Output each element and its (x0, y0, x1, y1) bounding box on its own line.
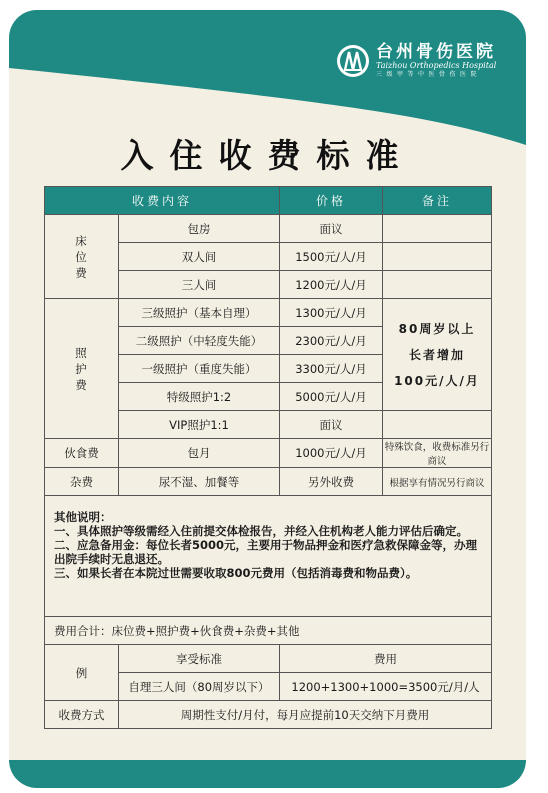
bed-item-2: 三人间 (119, 271, 280, 299)
example-standard: 自理三人间（80周岁以下） (119, 673, 280, 701)
footer-band (9, 760, 526, 788)
table-row (45, 439, 492, 468)
notes-line: 二、应急备用金：每位长者5000元，主要用于物品押金和医疗急救保障金等，办理出院手续时无息退还。 (54, 538, 478, 566)
food-price: 1000元/人/月 (280, 439, 383, 468)
payment-label: 收费方式 (45, 701, 119, 729)
table-row (45, 299, 492, 327)
page-title: 入住收费标准 (120, 136, 415, 175)
bed-remark-1 (383, 243, 492, 271)
hospital-subtitle: 三级甲等中医骨伤医院 (376, 71, 482, 78)
example-col1: 享受标准 (119, 645, 280, 673)
table-row (45, 468, 492, 496)
header-content: 收费内容 (45, 187, 280, 215)
bed-price-0: 面议 (280, 215, 383, 243)
care-item-3: 特级照护1:2 (119, 383, 280, 411)
notice-board (9, 10, 526, 788)
fee-table (44, 186, 492, 729)
notes-line: 三、如果长者在本院过世需要收取800元费用（包括消毒费和物品费）。 (54, 566, 418, 580)
hospital-name-en: Taizhou Orthopedics Hospital (376, 61, 497, 70)
table-row (45, 215, 492, 243)
notes-heading: 其他说明： (54, 510, 112, 524)
care-item-1: 二级照护（中轻度失能） (119, 327, 280, 355)
hospital-emblem-icon (336, 44, 370, 78)
care-remark (383, 299, 492, 411)
notes-row (45, 496, 492, 617)
care-price-0: 1300元/人/月 (280, 299, 383, 327)
food-category: 伙食费 (45, 439, 119, 468)
food-item: 包月 (119, 439, 280, 468)
bed-price-2: 1200元/人/月 (280, 271, 383, 299)
table-header (45, 187, 492, 215)
bed-item-0: 包房 (119, 215, 280, 243)
care-price-4: 面议 (280, 411, 383, 439)
table-row (45, 701, 492, 729)
care-category: 照 护 费 (45, 299, 119, 439)
care-price-1: 2300元/人/月 (280, 327, 383, 355)
care-remark-empty (383, 411, 492, 439)
example-fee: 1200+1300+1000=3500元/月/人 (280, 673, 492, 701)
payment-text: 周期性支付/月付，每月应提前10天交纳下月费用 (119, 701, 492, 729)
care-remark-line: 长者增加 (408, 347, 465, 362)
care-item-0: 三级照护（基本自理） (119, 299, 280, 327)
care-item-4: VIP照护1:1 (119, 411, 280, 439)
misc-category: 杂费 (45, 468, 119, 496)
care-remark-line: 80周岁以上 (398, 321, 476, 336)
notes-line: 一、具体照护等级需经入住前提交体检报告，并经入住机构老人能力评估后确定。 (54, 524, 468, 538)
total-formula: 费用合计：床位费+照护费+伙食费+杂费+其他 (45, 617, 492, 645)
care-item-2: 一级照护（重度失能） (119, 355, 280, 383)
example-col2: 费用 (280, 645, 492, 673)
bed-price-1: 1500元/人/月 (280, 243, 383, 271)
care-remark-line: 100元/人/月 (394, 373, 480, 388)
header-remark: 备注 (383, 187, 492, 215)
misc-price: 另外收费 (280, 468, 383, 496)
bed-item-1: 双人间 (119, 243, 280, 271)
table-row (45, 645, 492, 673)
misc-remark: 根据享有情况另行商议 (383, 468, 492, 496)
notes-cell (45, 496, 492, 617)
care-price-2: 3300元/人/月 (280, 355, 383, 383)
example-label: 例 (45, 645, 119, 701)
hospital-name-cn: 台州骨伤医院 (376, 42, 496, 62)
bed-category: 床 位 费 (45, 215, 119, 299)
misc-item: 尿不湿、加餐等 (119, 468, 280, 496)
hospital-logo (336, 43, 496, 79)
food-remark: 特殊饮食，收费标准另行商议 (383, 439, 492, 468)
table-row (45, 617, 492, 645)
header-price: 价格 (280, 187, 383, 215)
bed-remark-2 (383, 271, 492, 299)
care-price-3: 5000元/人/月 (280, 383, 383, 411)
bed-remark-0 (383, 215, 492, 243)
